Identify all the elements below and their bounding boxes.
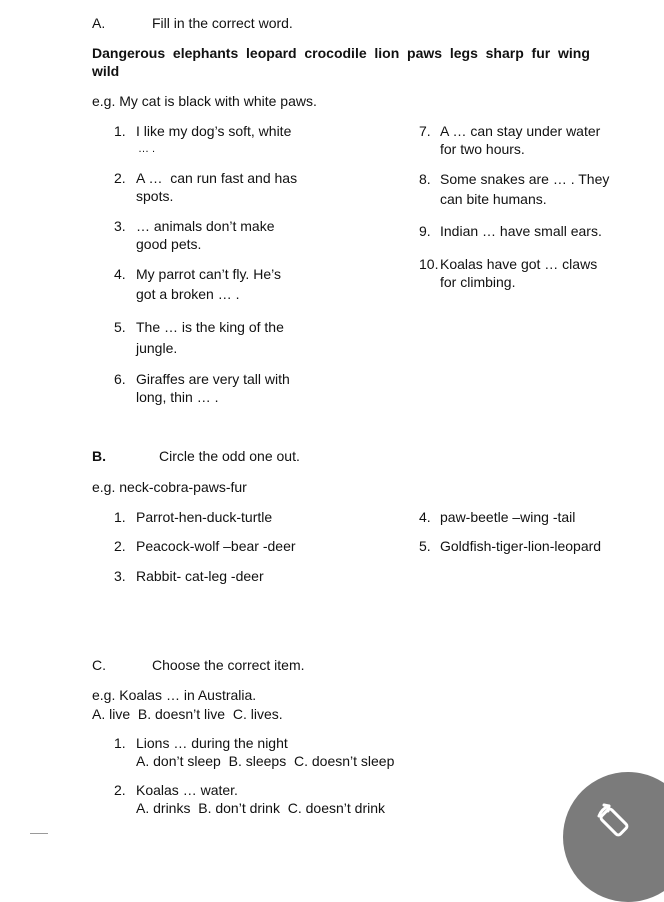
item-number: 1. — [114, 123, 126, 139]
item-text-cont: for two hours. — [440, 141, 525, 157]
item-number: 6. — [114, 371, 126, 387]
item-text: Rabbit- cat-leg -deer — [136, 568, 264, 584]
item-text-cont: can bite humans. — [440, 191, 547, 207]
rotate-screen-icon — [593, 800, 639, 846]
item-text: Koalas … water. — [136, 782, 238, 798]
item-text: A … can stay under water — [440, 123, 601, 139]
item-number: 2. — [114, 538, 126, 554]
item-text: Some snakes are … . They — [440, 171, 610, 187]
word-bank-line1: Dangerous elephants leopard crocodile lion paws legs sharp fur wing — [92, 45, 590, 61]
item-text: Koalas have got … claws — [440, 256, 598, 272]
item-options: A. drinks B. don’t drink C. doesn’t drink — [136, 800, 385, 816]
item-number: 5. — [114, 319, 126, 335]
section-b-example: e.g. neck-cobra-paws-fur — [92, 479, 247, 495]
section-b-letter: B. — [92, 448, 106, 464]
item-text: A … can run fast and has — [136, 170, 298, 186]
item-text: paw-beetle –wing -tail — [440, 509, 576, 525]
item-text: I like my dog’s soft, white — [136, 123, 292, 139]
item-number: 4. — [419, 509, 431, 525]
rotate-screen-button[interactable] — [563, 772, 664, 902]
item-text: The … is the king of the — [136, 319, 284, 335]
item-number: 1. — [114, 735, 126, 751]
section-a-letter: A. — [92, 15, 106, 31]
item-number: 2. — [114, 782, 126, 798]
item-number: 3. — [114, 568, 126, 584]
word-bank-line2: wild — [92, 63, 120, 79]
item-text-cont: jungle. — [136, 340, 178, 356]
item-text: Giraffes are very tall with — [136, 371, 290, 387]
item-number: 7. — [419, 123, 431, 139]
item-number: 3. — [114, 218, 126, 234]
item-number: 5. — [419, 538, 431, 554]
item-number: 9. — [419, 223, 431, 239]
item-text-cont: good pets. — [136, 236, 202, 252]
item-text: Parrot-hen-duck-turtle — [136, 509, 273, 525]
item-text-cont: for climbing. — [440, 274, 516, 290]
section-c-letter: C. — [92, 657, 106, 673]
page-corner-mark — [30, 833, 48, 837]
section-c-title: Choose the correct item. — [152, 657, 305, 673]
item-text: My parrot can’t fly. He’s — [136, 266, 281, 282]
section-a-example: e.g. My cat is black with white paws. — [92, 93, 317, 109]
section-c-example-line1: e.g. Koalas … in Australia. — [92, 687, 257, 703]
item-number: 8. — [419, 171, 431, 187]
item-text-cont: got a broken … . — [136, 286, 240, 302]
item-text: Peacock-wolf –bear -deer — [136, 538, 296, 554]
item-number: 4. — [114, 266, 126, 282]
item-text: Goldfish-tiger-lion-leopard — [440, 538, 602, 554]
item-options: A. don’t sleep B. sleeps C. doesn’t sleep — [136, 753, 395, 769]
item-text-cont: … . — [138, 143, 156, 155]
item-text-cont: spots. — [136, 188, 174, 204]
item-text: Indian … have small ears. — [440, 223, 602, 239]
item-text: … animals don’t make — [136, 218, 275, 234]
section-a-title: Fill in the correct word. — [152, 15, 293, 31]
item-text-cont: long, thin … . — [136, 389, 219, 405]
item-number: 10. — [419, 256, 439, 272]
section-b-title: Circle the odd one out. — [159, 448, 300, 464]
item-number: 2. — [114, 170, 126, 186]
item-number: 1. — [114, 509, 126, 525]
section-c-example-line2: A. live B. doesn’t live C. lives. — [92, 706, 283, 722]
item-text: Lions … during the night — [136, 735, 288, 751]
